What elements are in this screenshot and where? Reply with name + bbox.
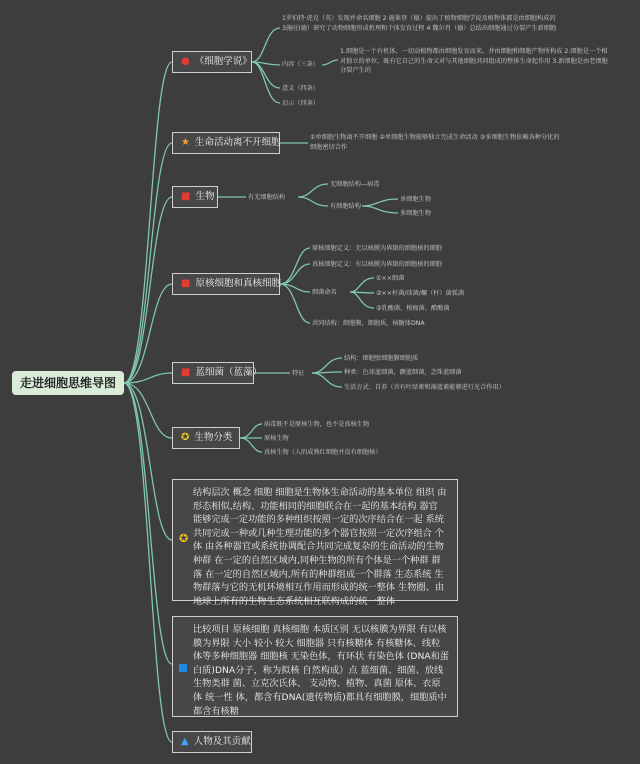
classification-item: 原核生物	[264, 435, 289, 442]
topic-label: 生物	[195, 191, 215, 202]
yellow-medal-icon: ✪	[179, 532, 189, 545]
structure-levels-box[interactable]	[172, 479, 458, 607]
topic-classification[interactable]	[172, 427, 240, 449]
organism-cell-structure: 有无细胞结构	[248, 194, 286, 201]
cyanobacteria-item: 生活方式：自养（含有叶绿素和藻蓝素能够进行光合作用）	[344, 384, 505, 391]
red-square-icon: ■	[181, 367, 191, 378]
organism-multicellular: 多细胞生物	[400, 210, 431, 217]
orange-star-icon: ★	[181, 137, 190, 148]
blue-square-icon	[179, 663, 187, 677]
topic-label: 《细胞学说》	[194, 56, 252, 67]
topic-cell-theory[interactable]	[172, 51, 252, 73]
topic-life-activity[interactable]	[172, 132, 280, 154]
classification-item: 真核生物（人的成熟红细胞并没有细胞核）	[264, 449, 382, 456]
topic-people[interactable]	[172, 731, 252, 753]
bacteria-naming-item: ①××细菌	[376, 275, 405, 282]
organism-no-cell: 无细胞结构—病毒	[330, 181, 380, 188]
common-structure: 共同结构：细胞膜，细胞质，核糖体DNA	[312, 320, 425, 327]
topic-organism[interactable]	[172, 186, 218, 208]
topic-label: 蓝细菌（蓝藻）	[195, 367, 262, 378]
root-node[interactable]: 走进细胞思维导图	[12, 371, 124, 395]
organism-unicellular: 单细胞生物	[400, 196, 431, 203]
compare-cells-box[interactable]	[172, 616, 458, 717]
compare-cells-text: 比较项目 原核细胞 真核细胞 本质区别 无以核膜为界限 有以核膜为界限 大小 较小 较大 细胞器 只有核糖体 有核糖体、线粒体等多种细胞器 细胞核 无染色体，有环状 有染色体 (DNA和蛋白质)DNA分子，称为拟核 自然构成）点 蓝细菌、细菌、放线 生物类群 菌、立克次氏体、 支动物、植物、真菌 原体、衣原体 统一性 体，都含有DNA(遗传物质)都具有细胞膜，细胞质中都含有核糖	[193, 624, 449, 717]
cell-theory-revelation: 启示（四条）	[282, 100, 320, 107]
topic-label: 生物分类	[194, 432, 233, 443]
cell-theory-content: 1.细胞是一个有机体，一切动植物都由细胞发育而来，并由细胞和细胞产物所构成 2.细胞是一个相对独立的单位，既有它自己的生命又对与其他细胞共同组成的整体生命起作用 3.新细胞是由老细胞分裂产生的	[340, 48, 608, 74]
classification-item: 病毒既不是原核生物，也不是真核生物	[264, 421, 370, 428]
eukaryote-definition: 真核细胞定义：有以核膜为界限的细胞核的细胞	[312, 261, 442, 268]
organism-with-cell: 有细胞结构	[330, 203, 361, 210]
cell-theory-history: 1罗伯特·虎克（英）发现并命名细胞 2 施莱登（德）提出了植物细胞学说及植物体都是由细胞构成的 3施旺(德）研究了动物细胞形成机理和个体发育过程 4 魏尔肖（德）总结出细胞通过分裂产生新细胞	[282, 15, 557, 32]
life-activity-desc: ①单细胞生物离不开细胞 ②单细胞生物能够独立完成生命活动 ③多细胞生物依赖各种分化的细胞密切合作	[310, 134, 560, 151]
yellow-badge-icon: ✪	[181, 432, 190, 443]
prokaryote-definition: 原核细胞定义：无以核膜为界限的细胞核的细胞	[312, 245, 442, 252]
topic-prokaryote[interactable]	[172, 273, 280, 295]
red-square-icon: ■	[181, 278, 191, 289]
topic-cyanobacteria[interactable]	[172, 362, 262, 384]
topic-label: 生命活动离不开细胞	[194, 137, 281, 148]
structure-levels-text: 结构层次 概念 细胞 细胞是生物体生命活动的基本单位 组织 由形态相似,结构、功能相同的细胞联合在一起的基本结构 器官 能够完成一定功能的多种组织按照一定的次序结合在一起 系统 共同完成一种或几种生理功能的多个器官按照一定次序组合 个体 由各种器官或系统协调配合共同完成复杂的生命活动的生物 种群 在一定的自然区域内,同种生物的所有个体是一个种群 群落 在一定的自然区域内,所有的种群组成一个群落 生态系统 生物群落与它的无机环境相互作用而形成的统一整体 生物圈、由地球上所有的生物生态系统相互联构成的统一整体	[193, 487, 447, 607]
red-star-icon: ●	[181, 56, 190, 67]
cyanobacteria-item: 种类：色球蓝细菌，颤蓝细菌，念珠蓝细菌	[344, 369, 462, 376]
cyanobacteria-features: 特征	[292, 370, 305, 377]
bacteria-naming-item: ③乳酸菌、根瘤菌、醋酸菌	[376, 305, 450, 312]
topic-label: 人物及其贡献	[193, 736, 251, 747]
cyanobacteria-item: 结构：细胞壁细胞膜细胞质	[344, 355, 419, 362]
cell-theory-meaning: 意义（四条）	[282, 85, 320, 92]
cell-theory-content-label: 内容（三条）	[282, 61, 320, 68]
blue-person-icon: ▲	[181, 736, 189, 747]
topic-label: 原核细胞和真核细胞	[195, 278, 281, 289]
red-square-icon: ■	[181, 191, 191, 202]
bacteria-naming-item: ②××杆菌/球菌/螺（杆）菌弧菌	[376, 290, 465, 297]
bacteria-naming-label: 细菌命名	[312, 289, 337, 296]
